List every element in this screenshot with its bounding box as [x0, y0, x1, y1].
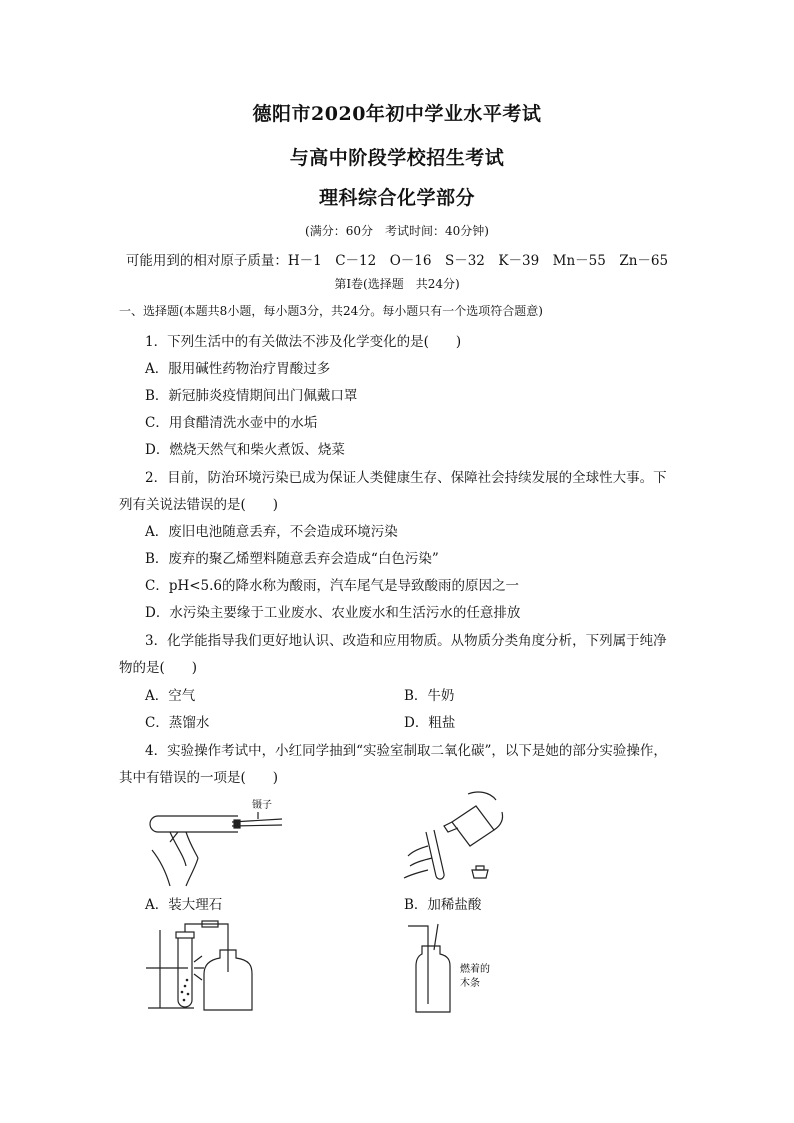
question-2-option-b: B．废弃的聚乙烯塑料随意丢弃会造成“白色污染”: [145, 551, 439, 567]
title-line-1: 德阳市2020年初中学业水平考试: [252, 103, 542, 125]
question-2-option-d: D．水污染主要缘于工业废水、农业废水和生活污水的任意排放: [145, 605, 521, 621]
question-1-option-b: B．新冠肺炎疫情期间出门佩戴口罩: [145, 388, 358, 404]
question-3-option-c: C．蒸馏水: [145, 715, 210, 731]
figure-b-adding-acid: [398, 786, 518, 891]
question-3-option-a: A．空气: [145, 688, 196, 704]
volume-heading: 第Ⅰ卷(选择题 共24分): [334, 277, 460, 291]
question-3-option-b: B．牛奶: [404, 688, 455, 704]
question-3-option-d: D．粗盐: [404, 715, 456, 731]
figure-d-burning-stick-test: [398, 920, 518, 1020]
tweezers-label: 镊子: [252, 800, 272, 811]
question-4-option-a: A．装大理石: [145, 897, 223, 913]
question-4-stem-line-1: 4．实验操作考试中，小红同学抽到“实验室制取二氧化碳”，以下是她的部分实验操作，: [145, 743, 667, 759]
figure-c-apparatus: [140, 916, 270, 1016]
question-2-stem-line-2: 列有关说法错误的是( ): [119, 497, 279, 513]
title-line-3: 理科综合化学部分: [318, 187, 475, 209]
burning-stick-label-2: 木条: [460, 978, 480, 989]
question-2-stem-line-1: 2．目前，防治环境污染已成为保证人类健康生存、保障社会持续发展的全球性大事。下: [145, 470, 667, 486]
question-2-option-c: C．pH<5.6的降水称为酸雨，汽车尾气是导致酸雨的原因之一: [145, 578, 520, 594]
question-1-option-c: C．用食醋清洗水壶中的水垢: [145, 415, 318, 431]
figure-a-loading-marble: [140, 790, 300, 890]
title-line-2: 与高中阶段学校招生考试: [289, 147, 505, 169]
question-1-option-d: D．燃烧天然气和柴火煮饭、烧菜: [145, 442, 345, 458]
burning-stick-label-1: 燃着的: [460, 964, 490, 975]
question-2-option-a: A．废旧电池随意丢弃，不会造成环境污染: [145, 524, 398, 540]
exam-info: (满分：60分 考试时间：40分钟): [305, 224, 489, 238]
question-3-stem-line-2: 物的是( ): [119, 660, 198, 676]
question-3-stem-line-1: 3．化学能指导我们更好地认识、改造和应用物质。从物质分类角度分析，下列属于纯净: [145, 633, 667, 649]
atomic-masses: 可能用到的相对原子质量：H－1 C－12 O－16 S－32 K－39 Mn－55 Zn－65: [125, 253, 669, 269]
question-4-option-b: B．加稀盐酸: [404, 897, 482, 913]
question-1-option-a: A．服用碱性药物治疗胃酸过多: [145, 361, 331, 377]
question-4-stem-line-2: 其中有错误的一项是( ): [119, 770, 279, 786]
section-heading: 一、选择题(本题共8小题，每小题3分，共24分。每小题只有一个选项符合题意): [119, 304, 543, 318]
question-1-stem: 1．下列生活中的有关做法不涉及化学变化的是( ): [145, 334, 462, 350]
